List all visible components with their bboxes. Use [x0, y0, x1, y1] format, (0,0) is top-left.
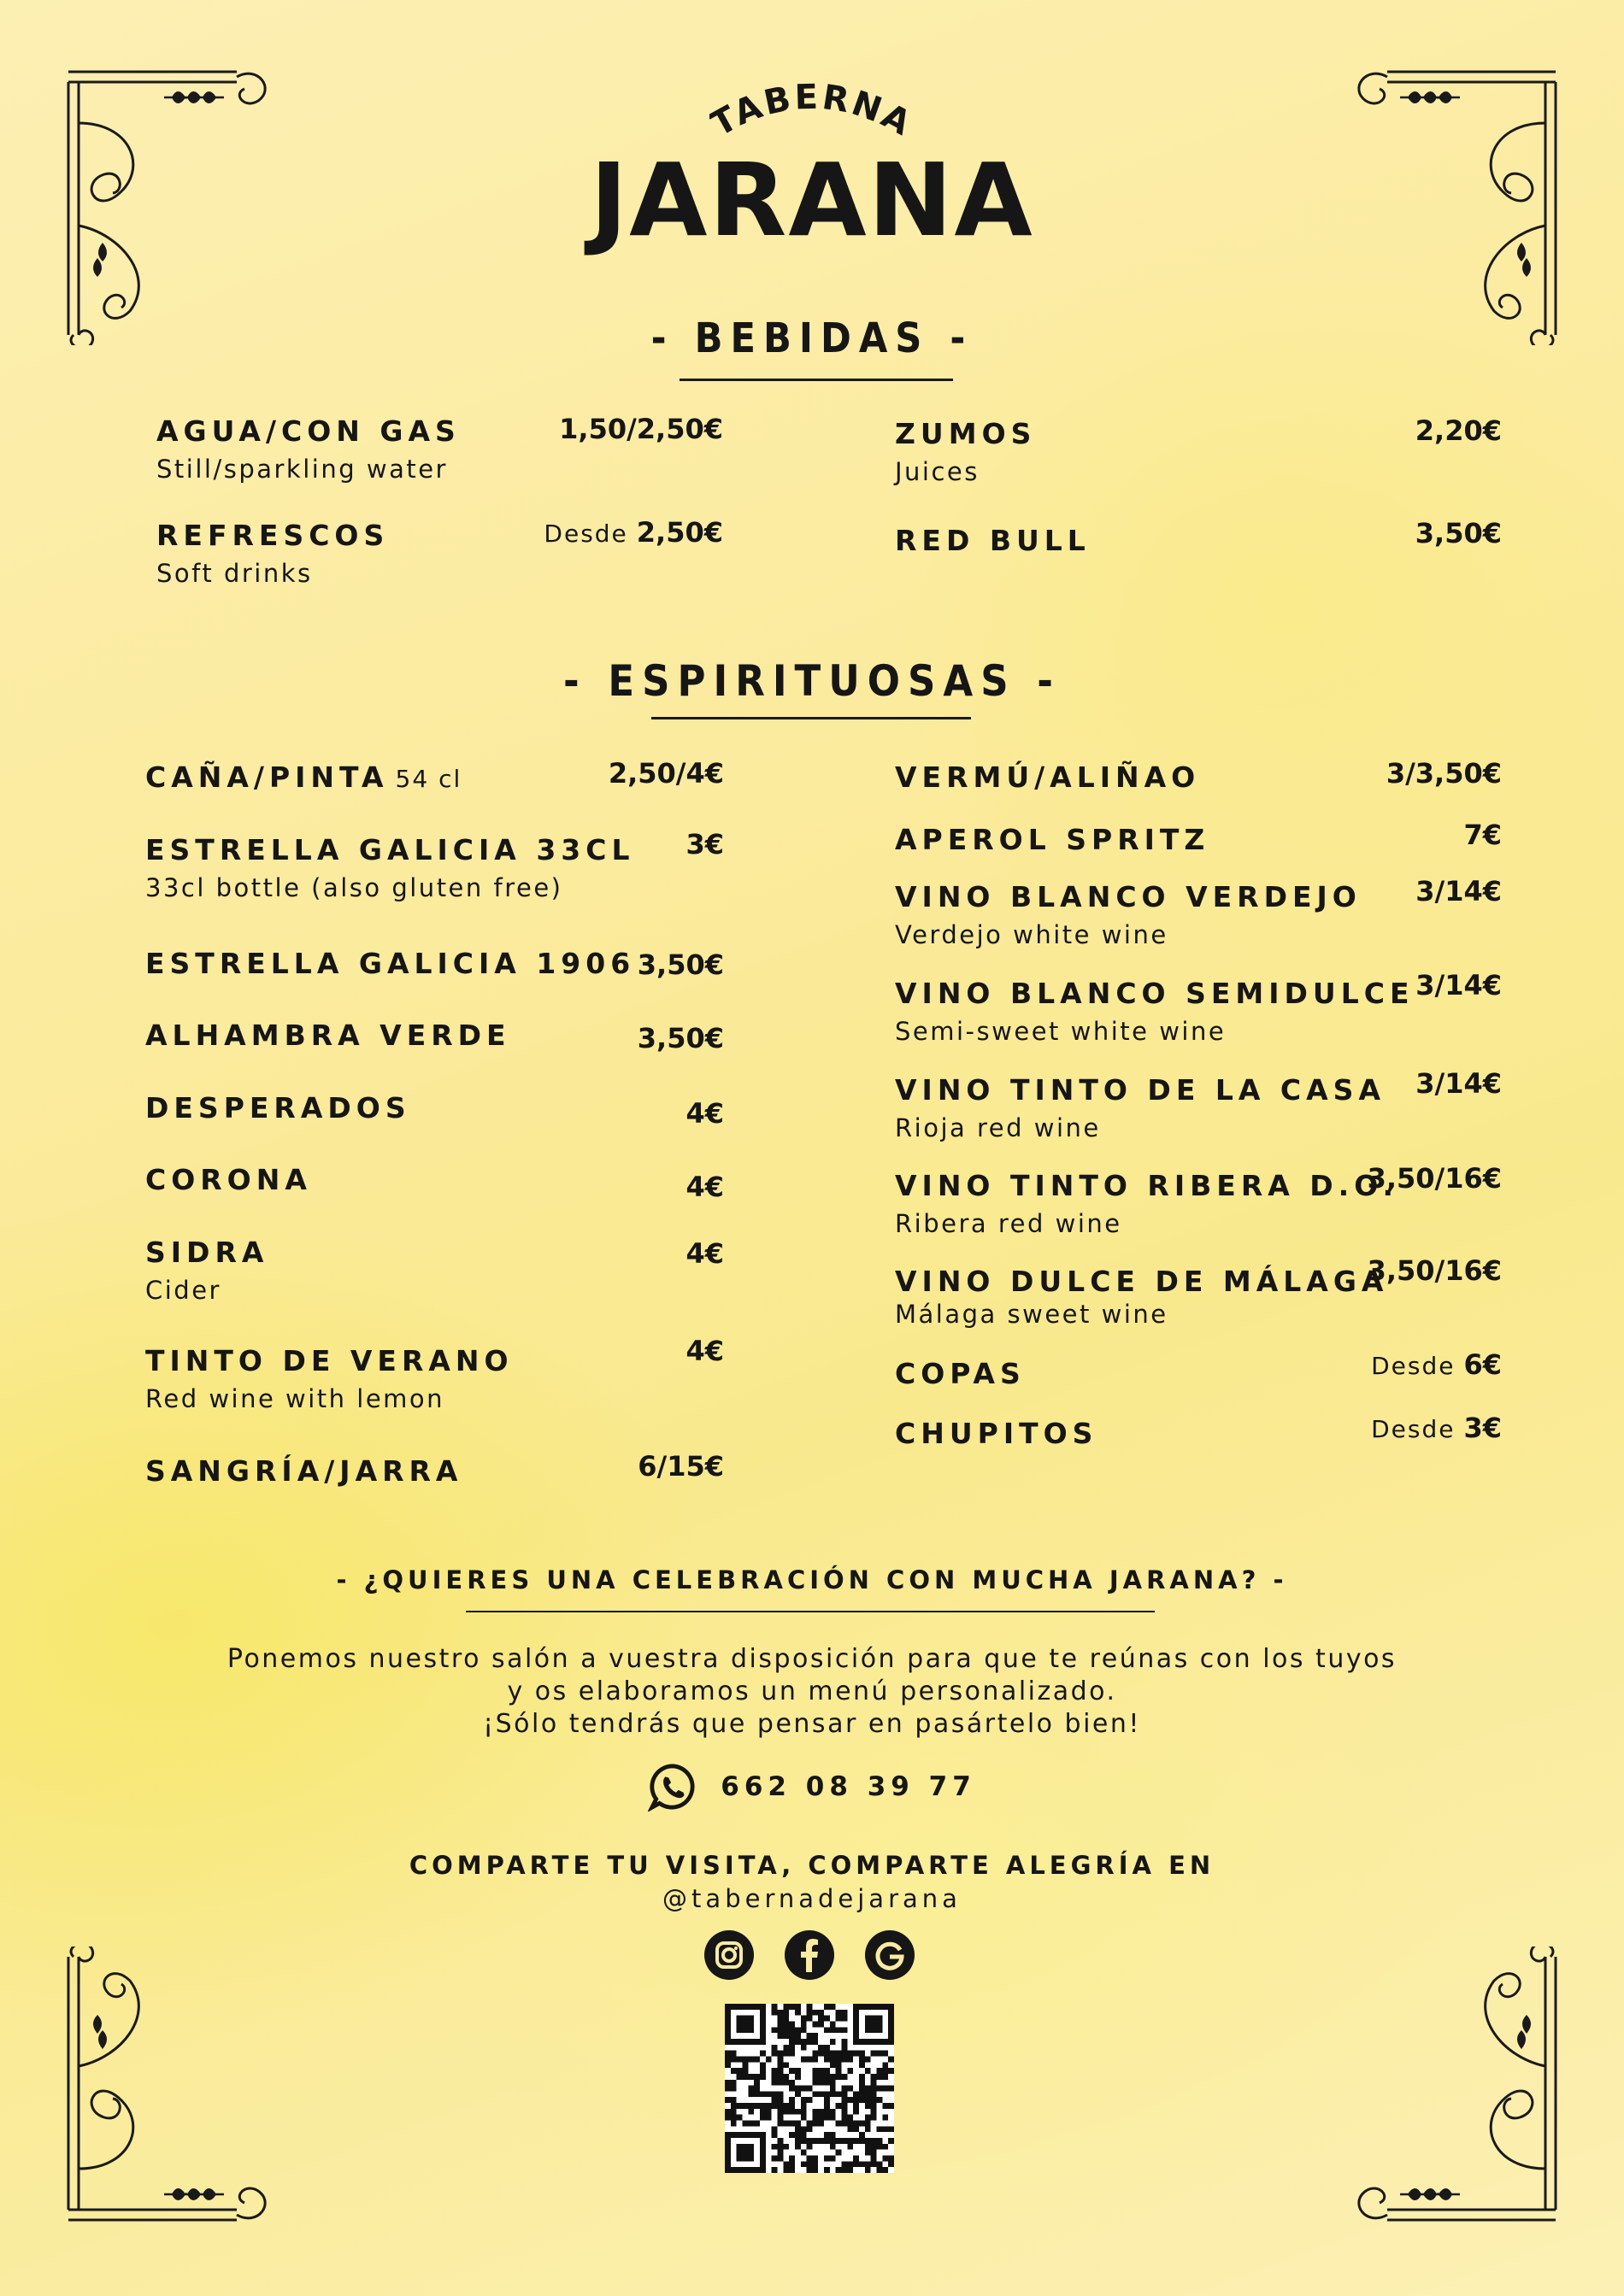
item-price: 3,50/16€	[1367, 1162, 1502, 1195]
item-price: 6/15€	[638, 1450, 724, 1483]
item-name: VINO BLANCO VERDEJO	[895, 880, 1362, 913]
item-price: 2,20€	[1415, 414, 1502, 447]
logo-taberna-arc	[709, 82, 915, 142]
item-description: Red wine with lemon	[145, 1384, 445, 1413]
item-size: 54 cl	[395, 765, 462, 793]
item-description: Málaga sweet wine	[895, 1300, 1168, 1329]
list-item	[156, 414, 461, 484]
item-name: DESPERADOS	[145, 1091, 411, 1125]
item-description: Soft drinks	[156, 559, 313, 588]
divider	[680, 379, 953, 381]
item-description: Still/sparkling water	[156, 455, 448, 484]
item-name: CORONA	[145, 1163, 312, 1196]
list-item	[895, 417, 1036, 486]
google-icon[interactable]	[864, 1929, 915, 1981]
list-item	[895, 880, 1362, 949]
item-name: COPAS	[895, 1357, 1026, 1390]
item-name: AGUA/CON GAS	[156, 414, 461, 448]
item-price: 2,50/4€	[608, 757, 724, 790]
item-price: 3,50€	[1415, 517, 1502, 549]
logo-jarana: JARANA	[590, 141, 1034, 259]
item-name: RED BULL	[895, 524, 1091, 557]
list-item	[895, 1357, 1026, 1390]
item-name: VINO BLANCO SEMIDULCE	[895, 977, 1415, 1010]
item-price: 7€	[1463, 819, 1502, 851]
list-item	[145, 947, 635, 980]
item-name: ALHAMBRA VERDE	[145, 1019, 511, 1052]
item-price: 3€	[685, 828, 724, 860]
item-price: 4€	[685, 1097, 724, 1130]
list-item	[895, 1169, 1398, 1238]
item-description: 33cl bottle (also gluten free)	[145, 873, 563, 902]
promo-line-2: y os elaboramos un menú personalizado.	[507, 1676, 1117, 1706]
item-price: Desde 6€	[1371, 1348, 1502, 1381]
item-description: Juices	[895, 457, 980, 486]
list-item	[156, 519, 389, 588]
item-description: Semi-sweet white wine	[895, 1017, 1227, 1046]
logo-taberna	[0, 82, 1624, 145]
list-item	[895, 760, 1200, 794]
item-name: VERMÚ/ALIÑAO	[895, 760, 1201, 794]
list-item	[895, 524, 1091, 557]
item-price: 3,50€	[637, 948, 724, 981]
qr-code[interactable]	[725, 2004, 894, 2173]
item-price: 3,50€	[637, 1022, 724, 1054]
qr-code-pattern	[725, 2004, 894, 2173]
section-title-espirituosas: - ESPIRITUOSAS -	[563, 656, 1061, 706]
item-name: REFRESCOS	[156, 519, 390, 552]
item-name: VINO TINTO RIBERA D.O.	[895, 1169, 1399, 1202]
item-name: SIDRA	[145, 1236, 269, 1269]
list-item	[895, 1417, 1097, 1450]
item-name: ZUMOS	[895, 417, 1037, 450]
item-price: 4€	[685, 1237, 724, 1270]
item-price: Desde 2,50€	[544, 516, 723, 549]
list-item	[145, 1019, 511, 1052]
item-price: 3/3,50€	[1386, 757, 1502, 790]
item-name: ESTRELLA GALICIA 33CL	[145, 833, 635, 866]
item-name: SANGRÍA/JARRA	[145, 1454, 463, 1488]
svg-text:TABERNA: ABERN	[728, 82, 890, 134]
item-price: 1,50/2,50€	[559, 413, 723, 445]
item-name: TINTO DE VERANO	[145, 1344, 514, 1377]
promo-line-1: Ponemos nuestro salón a vuestra disposición para que te reúnas con los tuyos	[227, 1644, 1397, 1674]
item-price: 3,50/16€	[1367, 1254, 1502, 1287]
item-name: VINO TINTO DE LA CASA	[895, 1073, 1386, 1107]
item-price: 3/14€	[1415, 1067, 1502, 1100]
list-item	[895, 1073, 1386, 1142]
item-description: Ribera red wine	[895, 1209, 1122, 1238]
item-name: VINO DULCE DE MÁLAGA	[895, 1265, 1389, 1298]
facebook-icon[interactable]	[784, 1929, 835, 1981]
list-item	[145, 1344, 514, 1413]
list-item	[145, 1163, 312, 1196]
whatsapp-icon	[648, 1762, 697, 1812]
item-name: CAÑA/PINTA 54 cl	[145, 760, 462, 794]
item-name: CHUPITOS	[895, 1417, 1098, 1450]
list-item	[145, 1091, 411, 1125]
divider	[651, 717, 971, 719]
item-description: Verdejo white wine	[895, 920, 1168, 949]
list-item	[145, 1236, 268, 1305]
item-description: Cider	[145, 1276, 221, 1305]
list-item	[145, 760, 462, 794]
item-price: 4€	[685, 1171, 724, 1203]
list-item	[145, 833, 634, 902]
corner-ornament-bottom-right	[1349, 1947, 1562, 2228]
list-item	[895, 1265, 1388, 1329]
item-name: APEROL SPRITZ	[895, 823, 1210, 856]
item-price: 3/14€	[1415, 875, 1502, 907]
phone-number: 662 08 39 77	[721, 1771, 976, 1802]
share-text: COMPARTE TU VISITA, COMPARTE ALEGRÍA EN	[409, 1851, 1215, 1880]
instagram-icon[interactable]	[703, 1929, 755, 1981]
list-item	[145, 1454, 462, 1488]
promo-title: - ¿QUIERES UNA CELEBRACIÓN CON MUCHA JARANA? -	[336, 1565, 1288, 1594]
phone-row[interactable]	[0, 1762, 1624, 1812]
section-title-bebidas: - BEBIDAS -	[650, 314, 974, 362]
item-name: ESTRELLA GALICIA 1906	[145, 947, 636, 980]
item-description: Rioja red wine	[895, 1113, 1101, 1142]
corner-ornament-bottom-left	[62, 1947, 275, 2228]
divider	[466, 1611, 1155, 1612]
item-price: 4€	[685, 1335, 724, 1367]
promo-line-3: ¡Sólo tendrás que pensar en pasártelo bien!	[483, 1709, 1141, 1739]
item-price: Desde 3€	[1371, 1412, 1502, 1444]
list-item	[895, 977, 1414, 1046]
list-item	[895, 823, 1209, 856]
item-price: 3/14€	[1415, 969, 1502, 1001]
social-handle[interactable]: @tabernadejarana	[662, 1884, 962, 1913]
